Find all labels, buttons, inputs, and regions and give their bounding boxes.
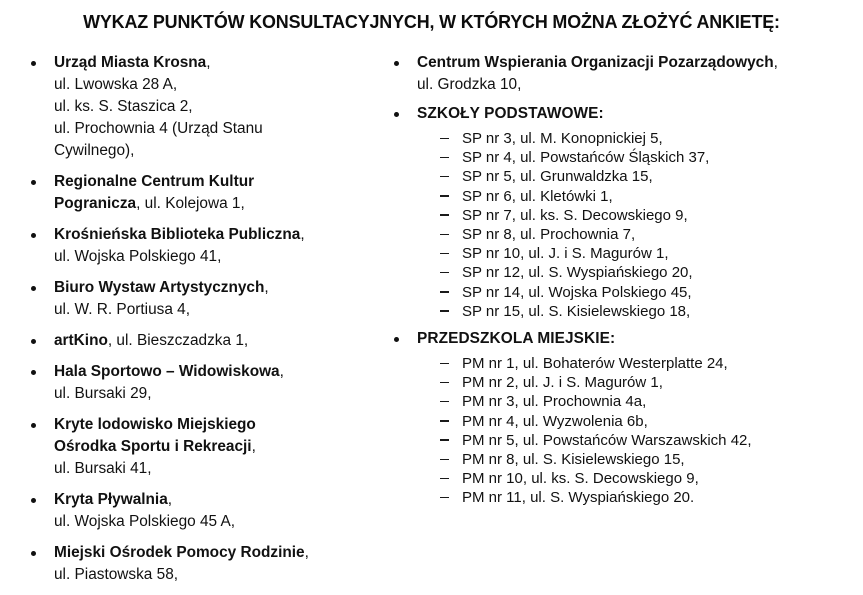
school-entry: SP nr 14, ul. Wojska Polskiego 45,: [462, 283, 692, 301]
list-item: [417, 450, 857, 469]
dash-icon: [440, 459, 449, 460]
venue-name: artKino: [54, 332, 108, 349]
venue-address-line: ul. Bursaki 29,: [54, 385, 152, 402]
list-item: [24, 330, 376, 352]
school-entry: SP nr 5, ul. Grunwaldzka 15,: [462, 168, 653, 186]
venue-name: Krośnieńska Biblioteka Publiczna: [54, 226, 301, 243]
venue-name-suffix: ,: [300, 226, 305, 243]
venue-address-line: ul. Wojska Polskiego 41,: [54, 248, 222, 265]
kindergartens-sublist: [417, 354, 857, 508]
school-entry: SP nr 4, ul. Powstańców Śląskich 37,: [462, 149, 710, 167]
consultation-points-list-right: [387, 52, 857, 508]
list-item: [417, 225, 857, 244]
list-item: [387, 52, 857, 96]
venue-address-line: ul. W. R. Portiusa 4,: [54, 301, 190, 318]
venue-address-line: ul. Grodzka 10,: [417, 76, 522, 93]
bullet-icon: [31, 551, 36, 556]
list-item: [24, 361, 376, 405]
venue-address-line: ul. Lwowska 28 A,: [54, 76, 178, 93]
dash-icon: [440, 497, 449, 498]
list-item: [417, 412, 857, 431]
list-item: [24, 489, 376, 533]
bullet-icon: [31, 233, 36, 238]
list-item: [24, 52, 376, 162]
dash-icon: [440, 195, 449, 196]
dash-icon: [440, 420, 449, 421]
dash-icon: [440, 291, 449, 292]
list-item: [417, 469, 857, 488]
venue-name-cont: Ośrodka Sportu i Rekreacji: [54, 438, 252, 455]
venue-name: Kryta Pływalnia: [54, 491, 168, 508]
bullet-icon: [31, 339, 36, 344]
venue-name: Hala Sportowo – Widowiskowa: [54, 363, 280, 380]
school-entry: SP nr 10, ul. J. i S. Magurów 1,: [462, 245, 669, 263]
kindergarten-entry: PM nr 3, ul. Prochownia 4a,: [462, 393, 647, 411]
bullet-icon: [394, 61, 399, 66]
school-entry: SP nr 12, ul. S. Wyspiańskiego 20,: [462, 264, 693, 282]
section-heading: SZKOŁY PODSTAWOWE:: [417, 105, 604, 122]
venue-address-inline: ul. Bieszczadzka 1,: [112, 332, 249, 349]
dash-icon: [440, 176, 449, 177]
venue-name-suffix: ,: [264, 279, 269, 296]
page-title: WYKAZ PUNKTÓW KONSULTACYJNYCH, W KTÓRYCH MOŻNA ZŁOŻYĆ ANKIETĘ:: [83, 12, 780, 32]
list-item: [417, 129, 857, 148]
dash-icon: [440, 234, 449, 235]
venue-name-suffix: ,: [279, 363, 284, 380]
dash-icon: [440, 310, 449, 311]
venue-name-suffix: ,: [136, 195, 141, 212]
dash-icon: [440, 253, 449, 254]
list-item: [417, 488, 857, 507]
venue-name: Miejski Ośrodek Pomocy Rodzinie: [54, 544, 305, 561]
dash-icon: [440, 401, 449, 402]
venue-address-line: Cywilnego),: [54, 142, 135, 159]
list-item: [417, 148, 857, 167]
dash-icon: [440, 157, 449, 158]
venue-address-line: ul. Wojska Polskiego 45 A,: [54, 513, 236, 530]
dash-icon: [440, 439, 449, 440]
list-item: [417, 187, 857, 206]
list-item: [24, 224, 376, 268]
venue-address-line: ul. Prochownia 4 (Urząd Stanu: [54, 120, 263, 137]
dash-icon: [440, 138, 449, 139]
dash-icon: [440, 272, 449, 273]
list-item: [417, 392, 857, 411]
venue-name: Centrum Wspierania Organizacji Pozarządowych: [417, 54, 774, 71]
venue-name: Urząd Miasta Krosna: [54, 54, 207, 71]
dash-icon: [440, 363, 449, 364]
right-column: [387, 52, 857, 517]
bullet-icon: [31, 498, 36, 503]
venue-name-suffix: ,: [206, 54, 211, 71]
venue-name: Kryte lodowisko Miejskiego: [54, 416, 256, 433]
school-entry: SP nr 6, ul. Kletówki 1,: [462, 187, 613, 205]
list-item: [24, 414, 376, 480]
list-item: [417, 244, 857, 263]
section-kindergartens: [387, 328, 857, 508]
dash-icon: [440, 214, 449, 215]
list-item: [417, 302, 857, 321]
venue-address-line: ul. ks. S. Staszica 2,: [54, 98, 193, 115]
section-heading: PRZEDSZKOLA MIEJSKIE:: [417, 330, 616, 348]
kindergarten-entry: PM nr 5, ul. Powstańców Warszawskich 42,: [462, 431, 752, 449]
list-item: [417, 263, 857, 282]
bullet-icon: [31, 370, 36, 375]
section-primary-schools: [387, 103, 857, 321]
bullet-icon: [31, 180, 36, 185]
bullet-icon: [394, 337, 399, 342]
bullet-icon: [394, 112, 399, 117]
venue-address-inline: ul. Kolejowa 1,: [140, 195, 245, 212]
venue-name-cont: Pogranicza: [54, 195, 137, 212]
list-item: [417, 373, 857, 392]
list-item: [417, 354, 857, 373]
school-entry: SP nr 3, ul. M. Konopnickiej 5,: [462, 130, 663, 147]
left-column: [24, 52, 376, 595]
bullet-icon: [31, 61, 36, 66]
school-entry: SP nr 8, ul. Prochownia 7,: [462, 226, 636, 244]
list-item: [24, 171, 376, 215]
bullet-icon: [31, 423, 36, 428]
list-item: [24, 542, 376, 586]
venue-address-line: ul. Piastowska 58,: [54, 566, 179, 583]
venue-name-suffix: ,: [773, 54, 778, 71]
list-item: [417, 167, 857, 186]
venue-name: Regionalne Centrum Kultur: [54, 173, 255, 190]
venue-name-suffix: ,: [251, 438, 256, 455]
list-item: [417, 283, 857, 302]
venue-name-suffix: ,: [167, 491, 173, 508]
primary-schools-sublist: [417, 129, 857, 321]
kindergarten-entry: PM nr 8, ul. S. Kisielewskiego 15,: [462, 451, 685, 469]
kindergarten-entry: PM nr 11, ul. S. Wyspiańskiego 20.: [462, 489, 695, 507]
venue-name-suffix: ,: [107, 332, 113, 349]
kindergarten-entry: PM nr 4, ul. Wyzwolenia 6b,: [462, 412, 648, 430]
dash-icon: [440, 382, 449, 383]
list-item: [24, 277, 376, 321]
kindergarten-entry: PM nr 10, ul. ks. S. Decowskiego 9,: [462, 470, 699, 488]
venue-address-line: ul. Bursaki 41,: [54, 460, 152, 477]
bullet-icon: [31, 286, 36, 291]
consultation-points-list-left: [24, 52, 376, 586]
venue-name-suffix: ,: [304, 544, 309, 561]
kindergarten-entry: PM nr 2, ul. J. i S. Magurów 1,: [462, 374, 663, 392]
list-item: [417, 431, 857, 450]
venue-name: Biuro Wystaw Artystycznych: [54, 279, 265, 296]
school-entry: SP nr 7, ul. ks. S. Decowskiego 9,: [462, 206, 688, 224]
kindergarten-entry: PM nr 1, ul. Bohaterów Westerplatte 24,: [462, 355, 728, 373]
two-column-body: [0, 52, 863, 583]
school-entry: SP nr 15, ul. S. Kisielewskiego 18,: [462, 302, 691, 320]
list-item: [417, 206, 857, 225]
dash-icon: [440, 478, 449, 479]
